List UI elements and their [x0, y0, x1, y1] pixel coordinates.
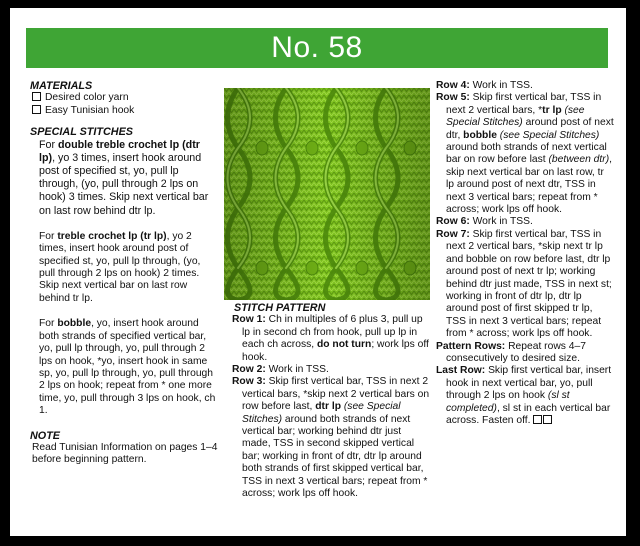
- end-mark-icon: [533, 415, 542, 424]
- row-2: Row 2: Work in TSS.: [232, 364, 329, 376]
- pattern-card: [10, 8, 626, 536]
- title-banner: [26, 28, 608, 68]
- tr-definition: For treble crochet lp (tr lp), yo 2 times, insert hook around post of specified st, yo, pull lp through, (yo, pull through 2 lps on hook) 2 times. Skip next vertical bar on last row behind tr lp.: [39, 230, 201, 304]
- pattern-rows: Pattern Rows: Repeat rows 4–7 consecutively to desired size.: [436, 340, 586, 364]
- row-1: Row 1: Ch in multiples of 6 plus 3, pull up lp in second ch from hook, pull up lp in each ch across, do not turn; work lps off hook.: [232, 314, 429, 363]
- last-row: Last Row: Skip first vertical bar, insert hook in next vertical bar, yo, pull through 2 lps on hook (sl st completed), sl st in each vertical bar across. Fasten off.: [436, 365, 612, 426]
- left-column: [30, 80, 218, 475]
- special-stitches-heading: SPECIAL STITCHES: [30, 126, 133, 139]
- row-7: Row 7: Skip first vertical bar, TSS in next 2 vertical bars, *skip next tr lp and bobble on row before last, dtr lp around post of next tr lp; working behind dtr just made, TSS in next st; working in front of dtr lp, dtr lp around post of first skipped tr lp, TSS in next 3 vertical bars; repeat from * across; work lps off hook.: [436, 228, 612, 340]
- middle-column: [232, 302, 430, 501]
- dtr-definition: For double treble crochet lp (dtr lp), yo 3 times, insert hook around post of specified st, yo, pull lp through, (yo, pull through 2 lps on hook) 3 times. Skip next vertical bar on last row behind dtr lp.: [39, 138, 209, 217]
- materials-heading: MATERIALS: [30, 80, 93, 92]
- row-3: Row 3: Skip first vertical bar, TSS in next 2 vertical bars, *skip next 2 vertical bars on row before last, dtr lp (see Special Stitches) around both strands of next vertical bar; working behind dtr just made, TSS in second skipped vertical bar; working in front of dtr, dtr lp around both strands of first skipped vertical bar, TSS in next 3 vertical bars; repeat from * across; work lps off hook.: [232, 376, 430, 500]
- swatch-photo: [224, 88, 430, 300]
- materials-item: Desired color yarn: [30, 92, 218, 104]
- row-4: Row 4: Work in TSS.: [436, 80, 533, 91]
- right-column: [436, 80, 614, 427]
- materials-item: Easy Tunisian hook: [30, 105, 218, 117]
- stitch-pattern-heading: STITCH PATTERN: [234, 302, 326, 314]
- row-6: Row 6: Work in TSS.: [436, 216, 533, 228]
- checkbox-icon: [32, 105, 41, 114]
- checkbox-icon: [32, 92, 41, 101]
- swatch-image: [224, 88, 430, 300]
- row-5: Row 5: Skip first vertical bar, TSS in next 2 vertical bars, *tr lp (see Special Stitches) around post of next dtr, bobble (see Special Stitches) around both strands of next vertical bar on row before last (between dtr), skip next vertical bar on last row, tr lp around post of next dtr, TSS in next 3 vertical bars; repeat from * across; work lps off hook.: [436, 92, 614, 216]
- bobble-definition: For bobble, yo, insert hook around both strands of specified vertical bar, yo, pull lp through, yo, pull through 2 lps on hook, *yo, insert hook in same sp, yo, pull lp through, yo, pull through 2 lps on hook; repeat from * one more time, yo, pull through 3 lps on hook, ch 1.: [39, 318, 216, 417]
- note-text: Read Tunisian Information on pages 1–4 before beginning pattern.: [32, 441, 218, 466]
- note-heading: NOTE: [30, 429, 60, 442]
- end-mark-icon: [543, 415, 552, 424]
- page-title: No. 58: [271, 31, 363, 64]
